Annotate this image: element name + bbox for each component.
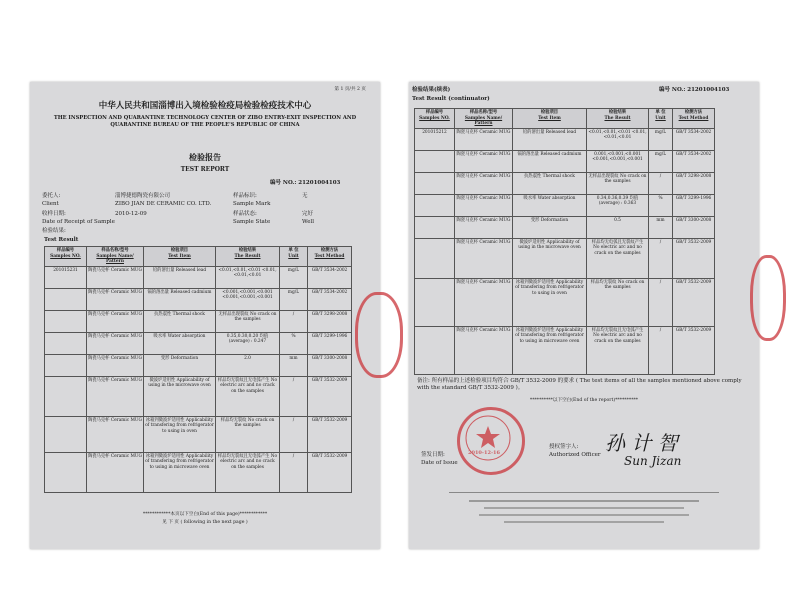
table-row [45, 376, 352, 416]
table-row [45, 288, 352, 310]
conclusion-label: 检验结果: [42, 228, 66, 234]
cell-no [45, 310, 87, 332]
cell-name: 陶瓷马克杯 Ceramic MUG [455, 278, 513, 326]
cell-result: 0.34,0.36,0.39 均值 (average) : 0.363 [587, 194, 649, 216]
cell-unit: % [280, 332, 308, 354]
column-header-cn: 单 位 [288, 248, 299, 253]
column-header [280, 247, 308, 267]
state-label-cn: 样品状态: [233, 211, 257, 217]
mark-label-cn: 样品标识: [233, 193, 257, 199]
column-header-en: The Result [234, 253, 261, 259]
report-number: 编号 NO.: 21201004103 [270, 180, 341, 186]
cell-unit: mm [280, 354, 308, 376]
cell-item: 镉的溶出量 Released cadmium [513, 150, 587, 172]
cell-result: 样品均无裂纹 No crack on the samples [587, 278, 649, 326]
cell-method: GB/T 3298-2008 [308, 310, 352, 332]
table-row [45, 416, 352, 452]
cell-no [45, 416, 87, 452]
column-header-en: The Result [604, 115, 631, 121]
cell-unit: / [280, 310, 308, 332]
cell-result: 样品均无裂纹且无电弧产生 No electric arc and no crack on the samples [587, 326, 649, 374]
cell-no: 201015212 [415, 128, 455, 150]
report-page-2 [409, 82, 759, 549]
footer-fine-print [484, 507, 684, 509]
table-row [45, 266, 352, 288]
cell-result: 样品均无裂纹 No crack on the samples [216, 416, 280, 452]
cell-name: 陶瓷马克杯 Ceramic MUG [455, 172, 513, 194]
end-of-report: **********以下空白(End of the report)********** [529, 398, 639, 403]
state-value-en: Well [302, 219, 314, 225]
cell-result: 0.001,<0.001,<0.001 <0.001,<0.001,<0.001 [587, 150, 649, 172]
column-header-en: Test Item [538, 115, 561, 121]
cell-result: <0.01,<0.01,<0.01 <0.01,<0.01,<0.01 [587, 128, 649, 150]
cell-method: GB/T 3300-2008 [673, 216, 715, 238]
cell-item: 微波炉适用性 Applicability of using in the microwave oven [144, 376, 216, 416]
table-row [45, 310, 352, 332]
end-of-page: ************本页以下空白(End of this page)************ [142, 512, 268, 517]
cell-item: 抗热震性 Thermal shock [144, 310, 216, 332]
cell-unit: mg/L [649, 150, 673, 172]
mark-value: 无 [302, 193, 308, 199]
cell-item: 抗热震性 Thermal shock [513, 172, 587, 194]
remark-text: 备注: 所有样品的上述检验项目均符合 GB/T 3532-2009 的要求 ( The test items of all the samples mentioned above comply with the standard GB/T 3532-2009 )。 [417, 378, 742, 391]
report-title-en: TEST REPORT [180, 166, 230, 173]
cell-unit: / [649, 172, 673, 194]
client-label-cn: 委托人: [42, 193, 61, 199]
cell-no [45, 354, 87, 376]
column-header-cn: 检验项目 [170, 248, 189, 253]
table-row [415, 194, 715, 216]
test-result-label: Test Result (continuator) [412, 96, 490, 102]
cell-result: 无样品出现裂纹 No crack on the samples [216, 310, 280, 332]
cell-method: GB/T 3298-2008 [673, 172, 715, 194]
table-header-row [415, 109, 715, 129]
cell-no [45, 376, 87, 416]
cell-name: 陶瓷马克杯 Ceramic MUG [87, 266, 144, 288]
footer-fine-print [479, 514, 689, 516]
column-header [308, 247, 352, 267]
cell-name: 陶瓷马克杯 Ceramic MUG [455, 216, 513, 238]
cell-no [45, 288, 87, 310]
signature-english: Sun Jizan [624, 454, 682, 468]
table-row [415, 216, 715, 238]
issue-date-label-en: Date of Issue [421, 460, 458, 466]
result-table [44, 246, 352, 493]
cell-unit: % [649, 194, 673, 216]
cell-unit: / [649, 326, 673, 374]
table-header-row [45, 247, 352, 267]
cell-no [415, 216, 455, 238]
cell-unit: / [649, 278, 673, 326]
table-row [415, 278, 715, 326]
column-header-cn: 样品编号 [56, 248, 75, 253]
cell-name: 陶瓷马克杯 Ceramic MUG [87, 354, 144, 376]
table-row [415, 326, 715, 374]
footer-fine-print [504, 521, 664, 523]
cell-result: 样品均无裂纹且无电弧产生 No electric arc and no crack on the samples [216, 376, 280, 416]
table-row [415, 128, 715, 150]
signature-chinese: 孙 计 智 [605, 431, 678, 455]
cell-unit: / [280, 416, 308, 452]
column-header-en: Test Item [168, 253, 191, 259]
column-header [455, 109, 513, 129]
cell-method: GB/T 3532-2009 [308, 416, 352, 452]
title-english: THE INSPECTION AND QUARANTINE TECHNOLOGY CENTER OF ZIBO ENTRY-EXIT INSPECTION AND QUARANTINE BUREAU OF THE PEOPLE'S REPUBLIC OF CHINA [53, 115, 357, 129]
cell-name: 陶瓷马克杯 Ceramic MUG [455, 194, 513, 216]
report-page-1 [30, 82, 380, 549]
column-header-en: Test Method [314, 253, 345, 259]
column-header-en: Samples Name/ Pattern [96, 253, 134, 265]
title-chinese: 中华人民共和国淄博出入境检验检疫局检验检疫技术中心 [98, 101, 312, 111]
column-header [216, 247, 280, 267]
receipt-label-cn: 收样日期: [42, 211, 66, 217]
cell-name: 陶瓷马克杯 Ceramic MUG [87, 376, 144, 416]
cell-name: 陶瓷马克杯 Ceramic MUG [87, 310, 144, 332]
client-value-cn: 淄博捷德陶瓷有限公司 [115, 193, 171, 199]
table-row [415, 150, 715, 172]
cell-item: 吸水率 Water absorption [144, 332, 216, 354]
cell-name: 陶瓷马克杯 Ceramic MUG [87, 288, 144, 310]
cell-no: 201015231 [45, 266, 87, 288]
cell-item: 微波炉适用性 Applicability of using in the microwave oven [513, 238, 587, 278]
cell-result: 样品均无电弧且无裂纹产生 No electric arc and no crack on the samples [587, 238, 649, 278]
cell-name: 陶瓷马克杯 Ceramic MUG [87, 452, 144, 492]
column-header-cn: 样品编号 [425, 110, 444, 115]
cell-item: 冰箱到微波炉适用性 Applicability of transfering from refrigerator to using in microwave oven [513, 326, 587, 374]
result-table-continued [414, 108, 715, 375]
footer-divider [449, 492, 719, 493]
cell-unit: mg/L [280, 288, 308, 310]
cell-unit: / [649, 238, 673, 278]
cell-unit: / [280, 452, 308, 492]
table-row [45, 452, 352, 492]
column-header [649, 109, 673, 129]
column-header-en: Unit [288, 253, 299, 259]
table-row [415, 238, 715, 278]
page-number: 第 1 页/共 2 页 [334, 87, 366, 92]
column-header-cn: 检验结果 [238, 248, 257, 253]
cell-unit: mg/L [280, 266, 308, 288]
cell-no [415, 326, 455, 374]
column-header-cn: 检验项目 [540, 110, 559, 115]
cell-no [45, 452, 87, 492]
cell-item: 冰箱到微波炉适用性 Applicability of transfering from refrigerator to using in microwave oven [144, 452, 216, 492]
column-header-cn: 单 位 [655, 110, 666, 115]
cell-method: GB/T 3534-2002 [308, 266, 352, 288]
cell-name: 陶瓷马克杯 Ceramic MUG [455, 326, 513, 374]
column-header-cn: 样品名称/型号 [469, 110, 498, 115]
client-label-en: Client [42, 201, 59, 207]
column-header-en: Samples NO. [50, 253, 81, 259]
cell-name: 陶瓷马克杯 Ceramic MUG [455, 128, 513, 150]
column-header-cn: 检验结果 [608, 110, 627, 115]
cell-name: 陶瓷马克杯 Ceramic MUG [455, 150, 513, 172]
cell-result: <0.01,<0.01,<0.01 <0.01,<0.01,<0.01 [216, 266, 280, 288]
officer-label-cn: 授权签字人: [549, 444, 579, 450]
test-result-label: Test Result [44, 237, 79, 243]
issue-date-label-cn: 签发日期: [421, 452, 445, 458]
column-header-en: Samples NO. [419, 115, 450, 121]
cell-no [415, 278, 455, 326]
cell-item: 冰箱到微波炉适用性 Applicability of transfering from refrigerator to using in oven [144, 416, 216, 452]
column-header-cn: 检测方法 [320, 248, 339, 253]
column-header-cn: 样品名称/型号 [101, 248, 129, 253]
column-header [587, 109, 649, 129]
cell-no [415, 238, 455, 278]
report-number: 编号 NO.: 21201004103 [659, 87, 730, 93]
side-stamp-partial [750, 255, 786, 341]
table-row [45, 332, 352, 354]
column-header [673, 109, 715, 129]
cell-item: 铅的溶出量 Released lead [513, 128, 587, 150]
mark-label-en: Sample Mark [233, 201, 271, 207]
cell-item: 镉的溶出量 Released cadmium [144, 288, 216, 310]
see-next-page: 见 下 页 ( following in the next page ) [162, 520, 248, 525]
official-stamp-seal [457, 407, 525, 475]
cell-result: 样品均无裂纹且无电弧产生 No electric arc and no crack on the samples [216, 452, 280, 492]
officer-label-en: Authorized Officer [549, 452, 601, 458]
cell-item: 吸水率 Water absorption [513, 194, 587, 216]
column-header [87, 247, 144, 267]
table-row [415, 172, 715, 194]
side-stamp-partial [355, 292, 403, 378]
state-label-en: Sample State [233, 219, 271, 225]
cell-result: 0.5 [587, 216, 649, 238]
cell-method: GB/T 3532-2009 [308, 452, 352, 492]
cell-method: GB/T 3534-2002 [673, 150, 715, 172]
cell-result: 无样品出现裂纹 No crack on the samples [587, 172, 649, 194]
report-title-cn: 检验报告 [189, 152, 221, 162]
column-header [45, 247, 87, 267]
star-icon [460, 410, 516, 466]
state-value-cn: 完好 [302, 211, 314, 217]
stamp-date: 2010-12-16 [468, 450, 500, 456]
cell-method: GB/T 3299-1996 [673, 194, 715, 216]
cell-unit: / [280, 376, 308, 416]
cell-method: GB/T 3299-1996 [308, 332, 352, 354]
cell-result: 2.0 [216, 354, 280, 376]
cell-method: GB/T 3300-2008 [308, 354, 352, 376]
column-header [513, 109, 587, 129]
column-header [144, 247, 216, 267]
cell-item: 铅的溶出量 Released lead [144, 266, 216, 288]
cell-result: <0.001,<0.001,<0.001 <0.001,<0.001,<0.001 [216, 288, 280, 310]
cell-no [415, 150, 455, 172]
client-value-en: ZIBO JIAN DE CERAMIC CO. LTD. [115, 201, 212, 207]
cell-item: 冰箱到微波炉适用性 Applicability of transfering from refrigerator to using in oven [513, 278, 587, 326]
cell-method: GB/T 3532-2009 [673, 238, 715, 278]
cell-unit: mg/L [649, 128, 673, 150]
table-row [45, 354, 352, 376]
cell-unit: mm [649, 216, 673, 238]
cell-name: 陶瓷马克杯 Ceramic MUG [455, 238, 513, 278]
column-header-cn: 检测方法 [684, 110, 703, 115]
cell-result: 0.35,0.30,0.20 均值 (average) : 0.247 [216, 332, 280, 354]
cell-item: 变形 Deformation [513, 216, 587, 238]
column-header-en: Unit [655, 115, 666, 121]
cell-method: GB/T 3532-2009 [673, 326, 715, 374]
continued-conclusion-label: 检验结果(续表) [412, 87, 451, 93]
cell-no [415, 172, 455, 194]
cell-method: GB/T 3534-2002 [673, 128, 715, 150]
cell-no [45, 332, 87, 354]
cell-method: GB/T 3534-2002 [308, 288, 352, 310]
receipt-label-en: Date of Receipt of Sample [42, 219, 115, 225]
receipt-value: 2010-12-09 [115, 211, 147, 217]
column-header-en: Samples Name/ Pattern [464, 115, 503, 127]
cell-no [415, 194, 455, 216]
column-header-en: Test Method [678, 115, 709, 121]
cell-method: GB/T 3532-2009 [308, 376, 352, 416]
column-header [415, 109, 455, 129]
cell-name: 陶瓷马克杯 Ceramic MUG [87, 416, 144, 452]
cell-name: 陶瓷马克杯 Ceramic MUG [87, 332, 144, 354]
cell-method: GB/T 3532-2009 [673, 278, 715, 326]
cell-item: 变形 Deformation [144, 354, 216, 376]
footer-fine-print [469, 500, 699, 502]
